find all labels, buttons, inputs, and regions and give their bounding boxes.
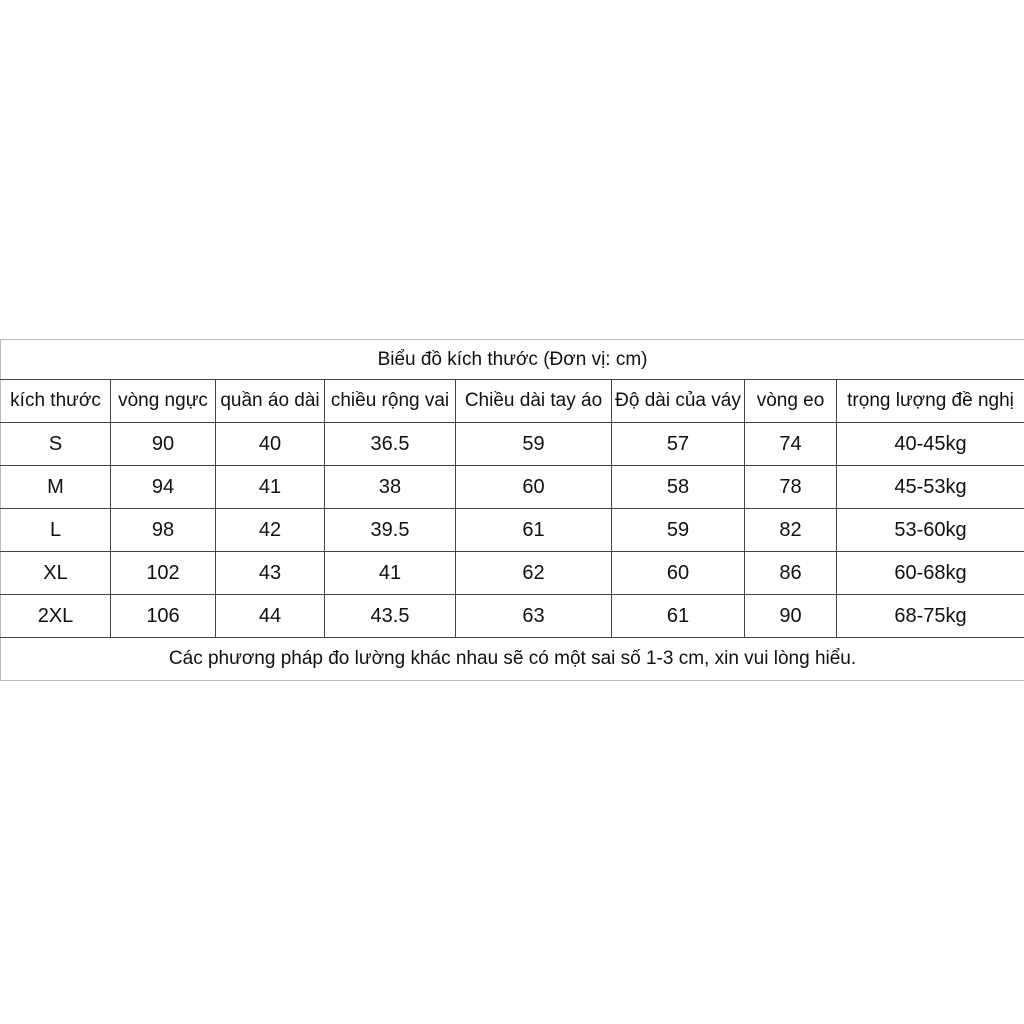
cell-weight: 68-75kg xyxy=(837,595,1024,638)
column-header-weight: trọng lượng đề nghị xyxy=(837,380,1024,423)
cell-weight: 60-68kg xyxy=(837,552,1024,595)
header-row xyxy=(1,380,1024,423)
column-header-sleeve: Chiều dài tay áo xyxy=(456,380,612,423)
column-header-size: kích thước xyxy=(1,380,111,423)
cell-skirt-length: 58 xyxy=(612,466,745,509)
cell-size: XL xyxy=(1,552,111,595)
table-row xyxy=(1,595,1024,638)
cell-waist: 86 xyxy=(745,552,837,595)
table-note: Các phương pháp đo lường khác nhau sẽ có một sai số 1-3 cm, xin vui lòng hiểu. xyxy=(1,638,1024,681)
cell-weight: 40-45kg xyxy=(837,423,1024,466)
cell-bust: 98 xyxy=(111,509,216,552)
table-row xyxy=(1,423,1024,466)
column-header-shoulder: chiều rộng vai xyxy=(325,380,456,423)
cell-waist: 78 xyxy=(745,466,837,509)
cell-waist: 90 xyxy=(745,595,837,638)
cell-skirt-length: 60 xyxy=(612,552,745,595)
column-header-waist: vòng eo xyxy=(745,380,837,423)
cell-weight: 45-53kg xyxy=(837,466,1024,509)
cell-shoulder: 36.5 xyxy=(325,423,456,466)
cell-skirt-length: 59 xyxy=(612,509,745,552)
cell-skirt-length: 61 xyxy=(612,595,745,638)
cell-sleeve: 63 xyxy=(456,595,612,638)
cell-bust: 94 xyxy=(111,466,216,509)
cell-waist: 74 xyxy=(745,423,837,466)
cell-shoulder: 43.5 xyxy=(325,595,456,638)
column-header-skirt-length: Độ dài của váy xyxy=(612,380,745,423)
cell-bust: 102 xyxy=(111,552,216,595)
cell-sleeve: 61 xyxy=(456,509,612,552)
cell-sleeve: 62 xyxy=(456,552,612,595)
cell-length: 44 xyxy=(216,595,325,638)
table-title: Biểu đồ kích thước (Đơn vị: cm) xyxy=(1,340,1024,380)
cell-size: L xyxy=(1,509,111,552)
cell-size: M xyxy=(1,466,111,509)
cell-shoulder: 39.5 xyxy=(325,509,456,552)
column-header-length: quần áo dài xyxy=(216,380,325,423)
cell-sleeve: 59 xyxy=(456,423,612,466)
size-chart-table xyxy=(0,339,1024,681)
cell-size: S xyxy=(1,423,111,466)
cell-bust: 106 xyxy=(111,595,216,638)
cell-sleeve: 60 xyxy=(456,466,612,509)
cell-shoulder: 38 xyxy=(325,466,456,509)
cell-length: 42 xyxy=(216,509,325,552)
cell-skirt-length: 57 xyxy=(612,423,745,466)
table-row xyxy=(1,509,1024,552)
table-row xyxy=(1,466,1024,509)
cell-shoulder: 41 xyxy=(325,552,456,595)
cell-waist: 82 xyxy=(745,509,837,552)
cell-length: 40 xyxy=(216,423,325,466)
cell-weight: 53-60kg xyxy=(837,509,1024,552)
cell-length: 41 xyxy=(216,466,325,509)
column-header-bust: vòng ngực xyxy=(111,380,216,423)
table-row xyxy=(1,552,1024,595)
cell-bust: 90 xyxy=(111,423,216,466)
cell-size: 2XL xyxy=(1,595,111,638)
cell-length: 43 xyxy=(216,552,325,595)
